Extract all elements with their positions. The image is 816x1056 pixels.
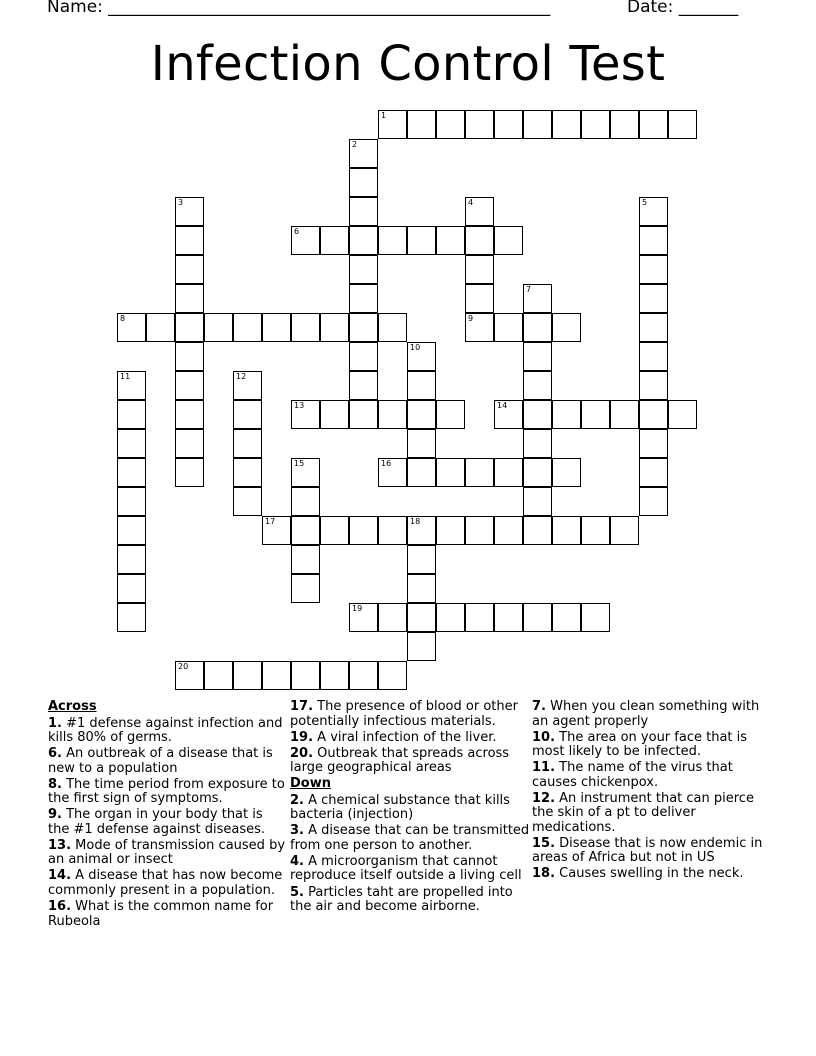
- crossword-cell[interactable]: [233, 400, 262, 429]
- crossword-cell[interactable]: [523, 429, 552, 458]
- crossword-cell[interactable]: [320, 400, 349, 429]
- clue-text: The presence of blood or other potentially infectious materials.: [290, 699, 518, 729]
- crossword-cell[interactable]: [639, 458, 668, 487]
- crossword-cell[interactable]: [117, 371, 146, 400]
- clue-text: Particles taht are propelled into the air and become airborne.: [290, 884, 513, 915]
- clue-number: 14.: [48, 868, 72, 884]
- crossword-cell[interactable]: [552, 313, 581, 342]
- clue-text: #1 defense against infection and kills 80% of germs.: [48, 715, 283, 745]
- crossword-cell[interactable]: [552, 400, 581, 429]
- crossword-cell[interactable]: [291, 313, 320, 342]
- clue-number: 11.: [532, 760, 556, 776]
- clues-column-3: [532, 700, 772, 884]
- clue-text: A chemical substance that kills bacteria (injection): [290, 792, 510, 823]
- crossword-cell[interactable]: [552, 603, 581, 632]
- crossword-cell[interactable]: [349, 313, 378, 342]
- crossword-cell[interactable]: [378, 313, 407, 342]
- crossword-cell[interactable]: [117, 574, 146, 603]
- across-clue: [48, 778, 288, 807]
- across-clue: [290, 747, 530, 776]
- crossword-cell[interactable]: [378, 400, 407, 429]
- across-clue: [290, 731, 530, 746]
- cell-number: 6: [294, 227, 300, 236]
- cell-number: 16: [381, 459, 392, 468]
- crossword-cell[interactable]: [175, 197, 204, 226]
- across-clue: [290, 700, 530, 729]
- clue-text: What is the common name for Rubeola: [48, 899, 274, 929]
- crossword-cell[interactable]: [407, 574, 436, 603]
- crossword-cell[interactable]: [407, 545, 436, 574]
- crossword-cell[interactable]: [523, 400, 552, 429]
- crossword-cell[interactable]: [349, 197, 378, 226]
- crossword-cell[interactable]: [349, 516, 378, 545]
- crossword-cell[interactable]: [349, 603, 378, 632]
- crossword-cell[interactable]: [291, 516, 320, 545]
- clue-number: 5.: [290, 884, 304, 900]
- cell-number: 2: [352, 140, 358, 149]
- crossword-cell[interactable]: [262, 516, 291, 545]
- crossword-cell[interactable]: [639, 255, 668, 284]
- across-clue-list-continued: [290, 700, 530, 776]
- crossword-cell[interactable]: [436, 400, 465, 429]
- cell-number: 9: [468, 314, 474, 323]
- crossword-cell[interactable]: [494, 458, 523, 487]
- crossword-cell[interactable]: [407, 226, 436, 255]
- down-clue: [290, 824, 530, 853]
- crossword-cell[interactable]: [349, 226, 378, 255]
- crossword-cell[interactable]: [407, 110, 436, 139]
- crossword-cell[interactable]: [494, 313, 523, 342]
- crossword-cell[interactable]: [581, 603, 610, 632]
- crossword-cell[interactable]: [349, 139, 378, 168]
- clue-text: An outbreak of a disease that is new to a population: [48, 746, 273, 776]
- clue-text: Disease that is now endemic in areas of Africa but not in US: [532, 835, 763, 866]
- clue-number: 20.: [290, 745, 314, 761]
- across-clue-list: [48, 717, 288, 930]
- cell-number: 15: [294, 459, 305, 468]
- crossword-cell[interactable]: [639, 226, 668, 255]
- across-clue: [48, 900, 288, 929]
- clue-number: 17.: [290, 699, 314, 714]
- crossword-cell[interactable]: [407, 458, 436, 487]
- clue-number: 4.: [290, 853, 304, 869]
- crossword-cell[interactable]: [233, 371, 262, 400]
- crossword-cell[interactable]: [233, 313, 262, 342]
- crossword-cell[interactable]: [465, 197, 494, 226]
- crossword-cell[interactable]: [407, 371, 436, 400]
- down-heading: Down: [290, 776, 331, 792]
- clue-text: An instrument that can pierce the skin of a pt to deliver medications.: [532, 790, 754, 835]
- crossword-cell[interactable]: [523, 487, 552, 516]
- clue-text: The name of the virus that causes chickenpox.: [532, 760, 733, 790]
- cell-number: 14: [497, 401, 508, 410]
- crossword-cell[interactable]: [291, 458, 320, 487]
- down-clue: [290, 855, 530, 884]
- clue-number: 19.: [290, 729, 314, 745]
- crossword-cell[interactable]: [407, 400, 436, 429]
- crossword-cell[interactable]: [523, 371, 552, 400]
- crossword-cell[interactable]: [378, 226, 407, 255]
- clue-number: 2.: [290, 792, 304, 808]
- cell-number: 5: [642, 198, 648, 207]
- crossword-cell[interactable]: [204, 661, 233, 690]
- cell-number: 8: [120, 314, 126, 323]
- down-clue: [532, 792, 772, 836]
- crossword-cell[interactable]: [378, 110, 407, 139]
- crossword-cell[interactable]: [233, 429, 262, 458]
- crossword-cell[interactable]: [552, 458, 581, 487]
- crossword-cell[interactable]: [639, 197, 668, 226]
- down-clue: [532, 731, 772, 760]
- crossword-cell[interactable]: [610, 516, 639, 545]
- crossword-cell[interactable]: [436, 458, 465, 487]
- clue-number: 10.: [532, 729, 556, 745]
- crossword-cell[interactable]: [378, 661, 407, 690]
- cell-number: 11: [120, 372, 131, 381]
- crossword-cell[interactable]: [117, 487, 146, 516]
- crossword-cell[interactable]: [494, 226, 523, 255]
- clue-text: Outbreak that spreads across large geographical areas: [290, 745, 510, 776]
- crossword-cell[interactable]: [320, 313, 349, 342]
- clue-number: 9.: [48, 807, 62, 823]
- clues-column-1: [48, 700, 288, 931]
- down-clue: [532, 867, 772, 882]
- crossword-cell[interactable]: [175, 661, 204, 690]
- clue-text: The organ in your body that is the #1 defense against diseases.: [48, 807, 266, 837]
- clue-number: 8.: [48, 776, 62, 792]
- down-clue: [290, 886, 530, 915]
- crossword-cell[interactable]: [320, 516, 349, 545]
- crossword-cell[interactable]: [175, 458, 204, 487]
- crossword-cell[interactable]: [407, 632, 436, 661]
- down-clue: [532, 837, 772, 866]
- clue-text: The area on your face that is most likely to be infected.: [532, 729, 748, 760]
- crossword-cell[interactable]: [262, 661, 291, 690]
- cell-number: 7: [526, 285, 532, 294]
- crossword-cell[interactable]: [523, 313, 552, 342]
- clue-number: 1.: [48, 715, 62, 731]
- crossword-cell[interactable]: [610, 110, 639, 139]
- crossword-cell[interactable]: [465, 313, 494, 342]
- crossword-cell[interactable]: [610, 400, 639, 429]
- crossword-cell[interactable]: [639, 342, 668, 371]
- crossword-cell[interactable]: [436, 226, 465, 255]
- crossword-cell[interactable]: [436, 516, 465, 545]
- crossword-cell[interactable]: [465, 284, 494, 313]
- cell-number: 13: [294, 401, 305, 410]
- crossword-cell[interactable]: [639, 400, 668, 429]
- cell-number: 1: [381, 111, 387, 120]
- cell-number: 3: [178, 198, 184, 207]
- crossword-cell[interactable]: [494, 400, 523, 429]
- crossword-cell[interactable]: [349, 342, 378, 371]
- crossword-cell[interactable]: [639, 284, 668, 313]
- crossword-cell[interactable]: [349, 661, 378, 690]
- crossword-cell[interactable]: [175, 226, 204, 255]
- crossword-cell[interactable]: [204, 313, 233, 342]
- clue-number: 12.: [532, 790, 556, 806]
- across-clue: [48, 839, 288, 868]
- crossword-cell[interactable]: [523, 110, 552, 139]
- crossword-cell[interactable]: [407, 603, 436, 632]
- crossword-cell[interactable]: [320, 661, 349, 690]
- down-clue: [532, 700, 772, 729]
- clue-text: Causes swelling in the neck.: [555, 866, 744, 882]
- crossword-cell[interactable]: [668, 110, 697, 139]
- crossword-cell[interactable]: [291, 226, 320, 255]
- name-field-label: Name: ____________________________________________________: [47, 0, 551, 17]
- crossword-cell[interactable]: [349, 400, 378, 429]
- cell-number: 19: [352, 604, 363, 613]
- crossword-cell[interactable]: [175, 429, 204, 458]
- crossword-cell[interactable]: [523, 603, 552, 632]
- clue-text: A viral infection of the liver.: [313, 729, 497, 745]
- crossword-cell[interactable]: [378, 516, 407, 545]
- crossword-cell[interactable]: [639, 487, 668, 516]
- page-title: Infection Control Test: [150, 36, 666, 92]
- crossword-cell[interactable]: [639, 429, 668, 458]
- crossword-cell[interactable]: [581, 516, 610, 545]
- crossword-cell[interactable]: [581, 110, 610, 139]
- crossword-cell[interactable]: [407, 429, 436, 458]
- date-field-label: Date: _______: [627, 0, 739, 17]
- crossword-cell[interactable]: [146, 313, 175, 342]
- crossword-cell[interactable]: [175, 313, 204, 342]
- crossword-cell[interactable]: [349, 255, 378, 284]
- crossword-cell[interactable]: [668, 400, 697, 429]
- clue-number: 13.: [48, 837, 72, 853]
- clue-number: 15.: [532, 835, 556, 851]
- crossword-cell[interactable]: [233, 487, 262, 516]
- crossword-cell[interactable]: [465, 516, 494, 545]
- crossword-cell[interactable]: [494, 516, 523, 545]
- clue-text: When you clean something with an agent properly: [532, 699, 760, 729]
- clue-number: 18.: [532, 866, 556, 882]
- cell-number: 4: [468, 198, 474, 207]
- crossword-cell[interactable]: [639, 371, 668, 400]
- clue-number: 3.: [290, 823, 304, 839]
- crossword-cell[interactable]: [117, 313, 146, 342]
- crossword-cell[interactable]: [639, 313, 668, 342]
- crossword-cell[interactable]: [523, 516, 552, 545]
- crossword-cell[interactable]: [117, 458, 146, 487]
- crossword-cell[interactable]: [291, 545, 320, 574]
- crossword-cell[interactable]: [494, 110, 523, 139]
- crossword-cell[interactable]: [407, 342, 436, 371]
- cell-number: 12: [236, 372, 247, 381]
- clue-number: 6.: [48, 746, 62, 762]
- across-clue: [48, 869, 288, 898]
- crossword-cell[interactable]: [552, 110, 581, 139]
- crossword-cell[interactable]: [378, 458, 407, 487]
- clue-number: 7.: [532, 699, 546, 714]
- crossword-cell[interactable]: [175, 255, 204, 284]
- clues-column-2: [290, 700, 530, 916]
- crossword-cell[interactable]: [175, 342, 204, 371]
- clue-text: Mode of transmission caused by an animal or insect: [48, 837, 286, 868]
- crossword-cell[interactable]: [175, 400, 204, 429]
- cell-number: 20: [178, 662, 189, 671]
- clue-text: A disease that has now become commonly present in a population.: [48, 868, 283, 898]
- crossword-cell[interactable]: [465, 255, 494, 284]
- crossword-cell[interactable]: [291, 487, 320, 516]
- across-heading: Across: [48, 699, 97, 714]
- cell-number: 10: [410, 343, 421, 352]
- crossword-cell[interactable]: [494, 603, 523, 632]
- crossword-cell[interactable]: [233, 661, 262, 690]
- crossword-cell[interactable]: [117, 603, 146, 632]
- crossword-cell[interactable]: [291, 400, 320, 429]
- crossword-cell[interactable]: [175, 371, 204, 400]
- down-clue-list-continued: [532, 700, 772, 882]
- crossword-cell[interactable]: [349, 371, 378, 400]
- crossword-cell[interactable]: [117, 429, 146, 458]
- down-clue: [532, 761, 772, 790]
- crossword-cell[interactable]: [436, 110, 465, 139]
- cell-number: 18: [410, 517, 421, 526]
- crossword-cell[interactable]: [465, 110, 494, 139]
- across-clue: [48, 808, 288, 837]
- clue-text: A disease that can be transmitted from one person to another.: [290, 823, 530, 853]
- crossword-cell[interactable]: [552, 516, 581, 545]
- crossword-cell[interactable]: [262, 313, 291, 342]
- across-clue: [48, 717, 288, 746]
- crossword-cell[interactable]: [436, 603, 465, 632]
- crossword-cell[interactable]: [349, 284, 378, 313]
- crossword-cell[interactable]: [117, 516, 146, 545]
- clue-text: The time period from exposure to the first sign of symptoms.: [48, 776, 285, 807]
- clue-number: 16.: [48, 899, 72, 915]
- crossword-cell[interactable]: [523, 284, 552, 313]
- crossword-cell[interactable]: [407, 516, 436, 545]
- cell-number: 17: [265, 517, 276, 526]
- down-clue-list: [290, 794, 530, 915]
- crossword-cell[interactable]: [465, 458, 494, 487]
- crossword-cell[interactable]: [581, 400, 610, 429]
- crossword-cell[interactable]: [175, 284, 204, 313]
- crossword-cell[interactable]: [320, 226, 349, 255]
- crossword-cell[interactable]: [523, 458, 552, 487]
- crossword-cell[interactable]: [639, 110, 668, 139]
- crossword-cell[interactable]: [465, 603, 494, 632]
- crossword-cell[interactable]: [117, 545, 146, 574]
- down-clue: [290, 794, 530, 823]
- crossword-cell[interactable]: [233, 458, 262, 487]
- crossword-cell[interactable]: [291, 574, 320, 603]
- crossword-cell[interactable]: [349, 168, 378, 197]
- across-clue: [48, 747, 288, 776]
- clue-text: A microorganism that cannot reproduce itself outside a living cell: [290, 853, 522, 884]
- crossword-cell[interactable]: [465, 226, 494, 255]
- crossword-cell[interactable]: [523, 342, 552, 371]
- crossword-cell[interactable]: [117, 400, 146, 429]
- crossword-cell[interactable]: [378, 603, 407, 632]
- crossword-cell[interactable]: [291, 661, 320, 690]
